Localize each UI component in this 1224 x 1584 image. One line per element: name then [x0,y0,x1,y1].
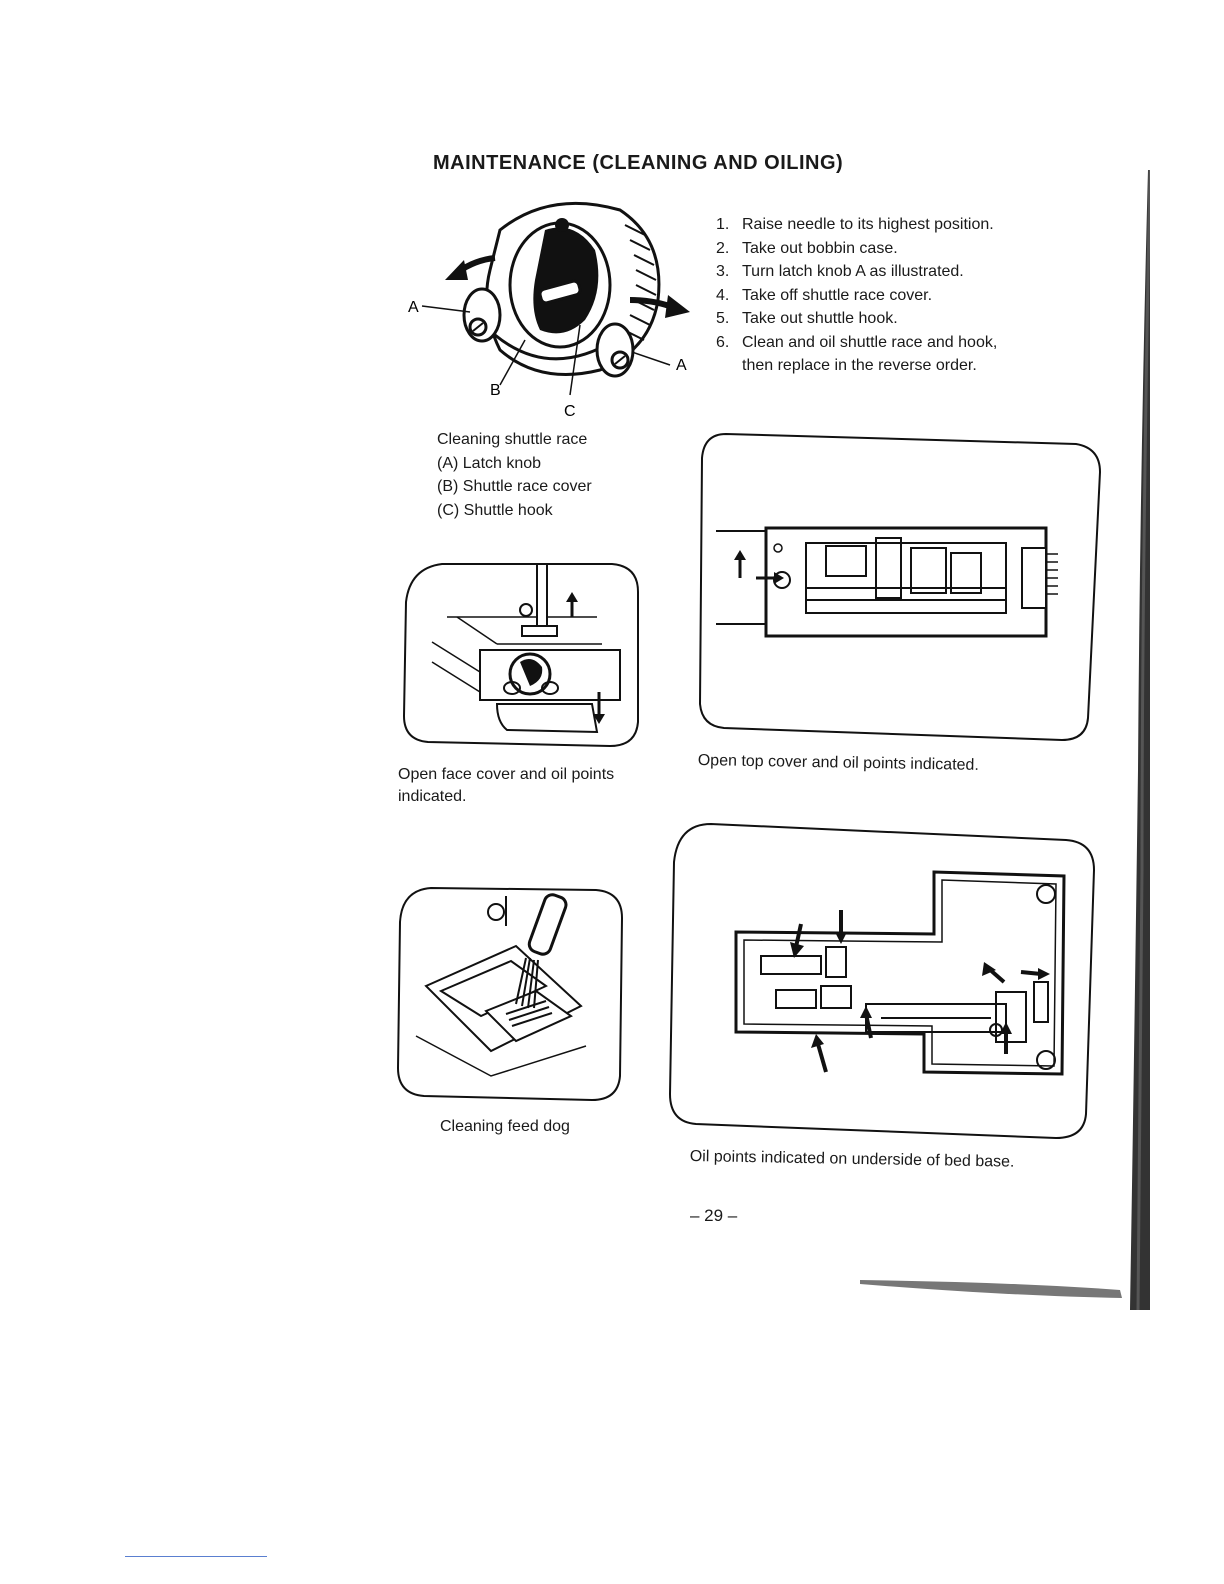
bottom-link-line [125,1556,267,1557]
step-item: 5. Take out shuttle hook. [716,310,898,327]
legend-item: (B) Shuttle race cover [437,478,592,495]
face-cover-caption: Open face cover and oil points indicated. [398,766,615,805]
step-item: 3. Turn latch knob A as illustrated. [716,263,964,280]
step-item: 6. Clean and oil shuttle race and hook, [716,333,998,351]
instruction-steps [716,213,997,378]
legend-item: (C) Shuttle hook [437,501,553,519]
step-item: then replace in the reverse order. [742,357,977,374]
page-title: MAINTENANCE (CLEANING AND OILING) [433,152,844,174]
bed-base-caption: Oil points indicated on underside of bed base. [689,1147,1015,1171]
step-item: 4. Take off shuttle race cover. [716,286,933,304]
page-number: – 29 – [690,1206,738,1225]
feed-dog-illustration [396,886,626,1102]
top-cover-illustration [696,428,1102,743]
label-a-left: A [408,299,419,316]
top-cover-caption: Open top cover and oil points indicated. [697,751,980,774]
step-item: 1. Raise needle to its highest position. [716,216,994,233]
bed-base-illustration [666,822,1096,1142]
legend-caption: Cleaning shuttle race [437,431,588,448]
label-c: C [564,403,576,420]
feed-dog-caption: Cleaning feed dog [440,1118,570,1135]
step-item: 2. Take out bobbin case. [716,239,898,257]
shuttle-race-illustration [400,190,700,425]
scan-bottom-shadow [860,1270,1130,1330]
face-cover-illustration [402,562,642,748]
legend-item: (A) Latch knob [437,454,542,472]
shuttle-legend [437,428,592,522]
label-b: B [490,382,501,399]
scan-edge-shadow [1120,170,1150,1310]
label-a-right: A [676,357,687,374]
